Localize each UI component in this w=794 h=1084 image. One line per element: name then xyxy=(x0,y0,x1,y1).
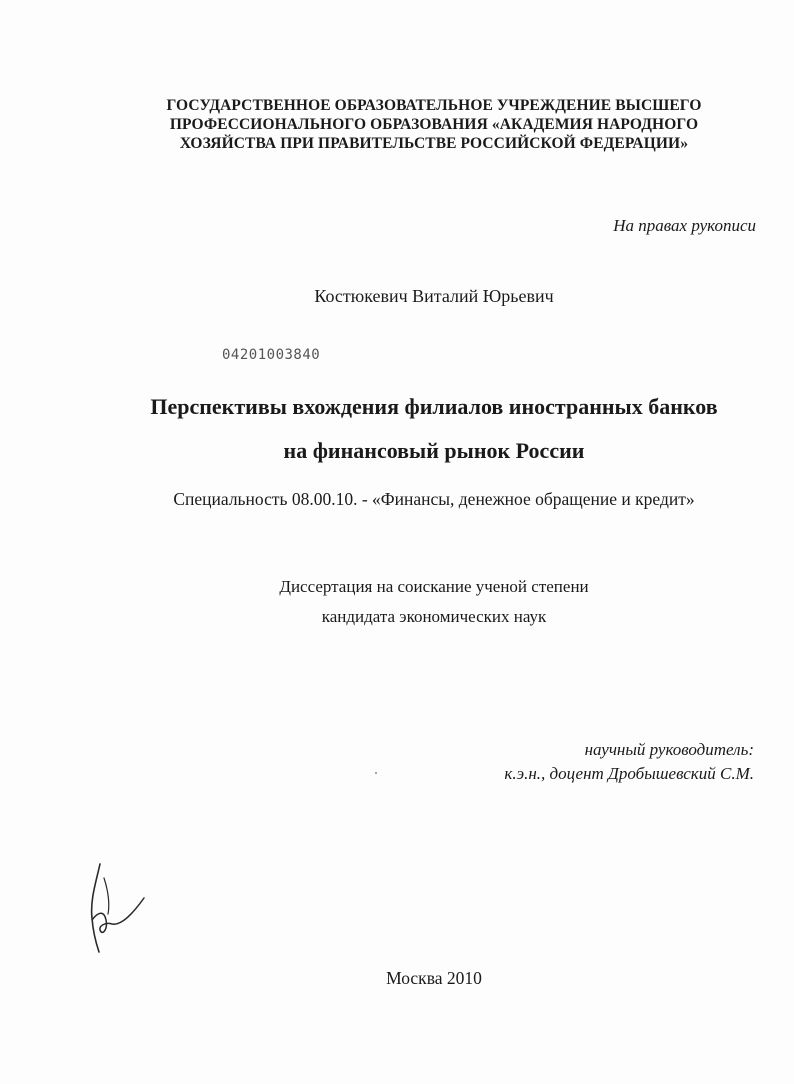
degree-line-1: Диссертация на соискание ученой степени xyxy=(279,577,589,596)
title-line-2: на финансовый рынок России xyxy=(283,438,585,463)
title-line-1: Перспективы вхождения филиалов иностранных банков xyxy=(150,394,718,419)
institution-header xyxy=(0,96,794,153)
institution-line-1: ГОСУДАРСТВЕННОЕ ОБРАЗОВАТЕЛЬНОЕ УЧРЕЖДЕНИЕ ВЫСШЕГО xyxy=(166,97,702,114)
specialty-line: Специальность 08.00.10. - «Финансы, денежное обращение и кредит» xyxy=(173,489,695,509)
scan-speck xyxy=(375,772,377,774)
city-year: Москва 2010 xyxy=(386,968,482,988)
author-name: Костюкевич Виталий Юрьевич xyxy=(314,286,554,306)
library-stamp-number: 04201003840 xyxy=(222,347,321,363)
supervisor-block xyxy=(504,738,754,786)
supervisor-label: научный руководитель: xyxy=(584,740,754,759)
degree-line-2: кандидата экономических наук xyxy=(321,607,547,626)
degree-statement xyxy=(0,572,794,632)
dissertation-title xyxy=(0,385,794,473)
institution-line-3: ХОЗЯЙСТВА ПРИ ПРАВИТЕЛЬСТВЕ РОССИЙСКОЙ ФЕДЕРАЦИИ» xyxy=(179,135,689,152)
supervisor-name: к.э.н., доцент Дробышевский С.М. xyxy=(504,764,754,783)
manuscript-rights-note: На правах рукописи xyxy=(613,216,756,235)
institution-line-2: ПРОФЕССИОНАЛЬНОГО ОБРАЗОВАНИЯ «АКАДЕМИЯ НАРОДНОГО xyxy=(169,116,699,133)
handwritten-signature xyxy=(78,860,168,956)
